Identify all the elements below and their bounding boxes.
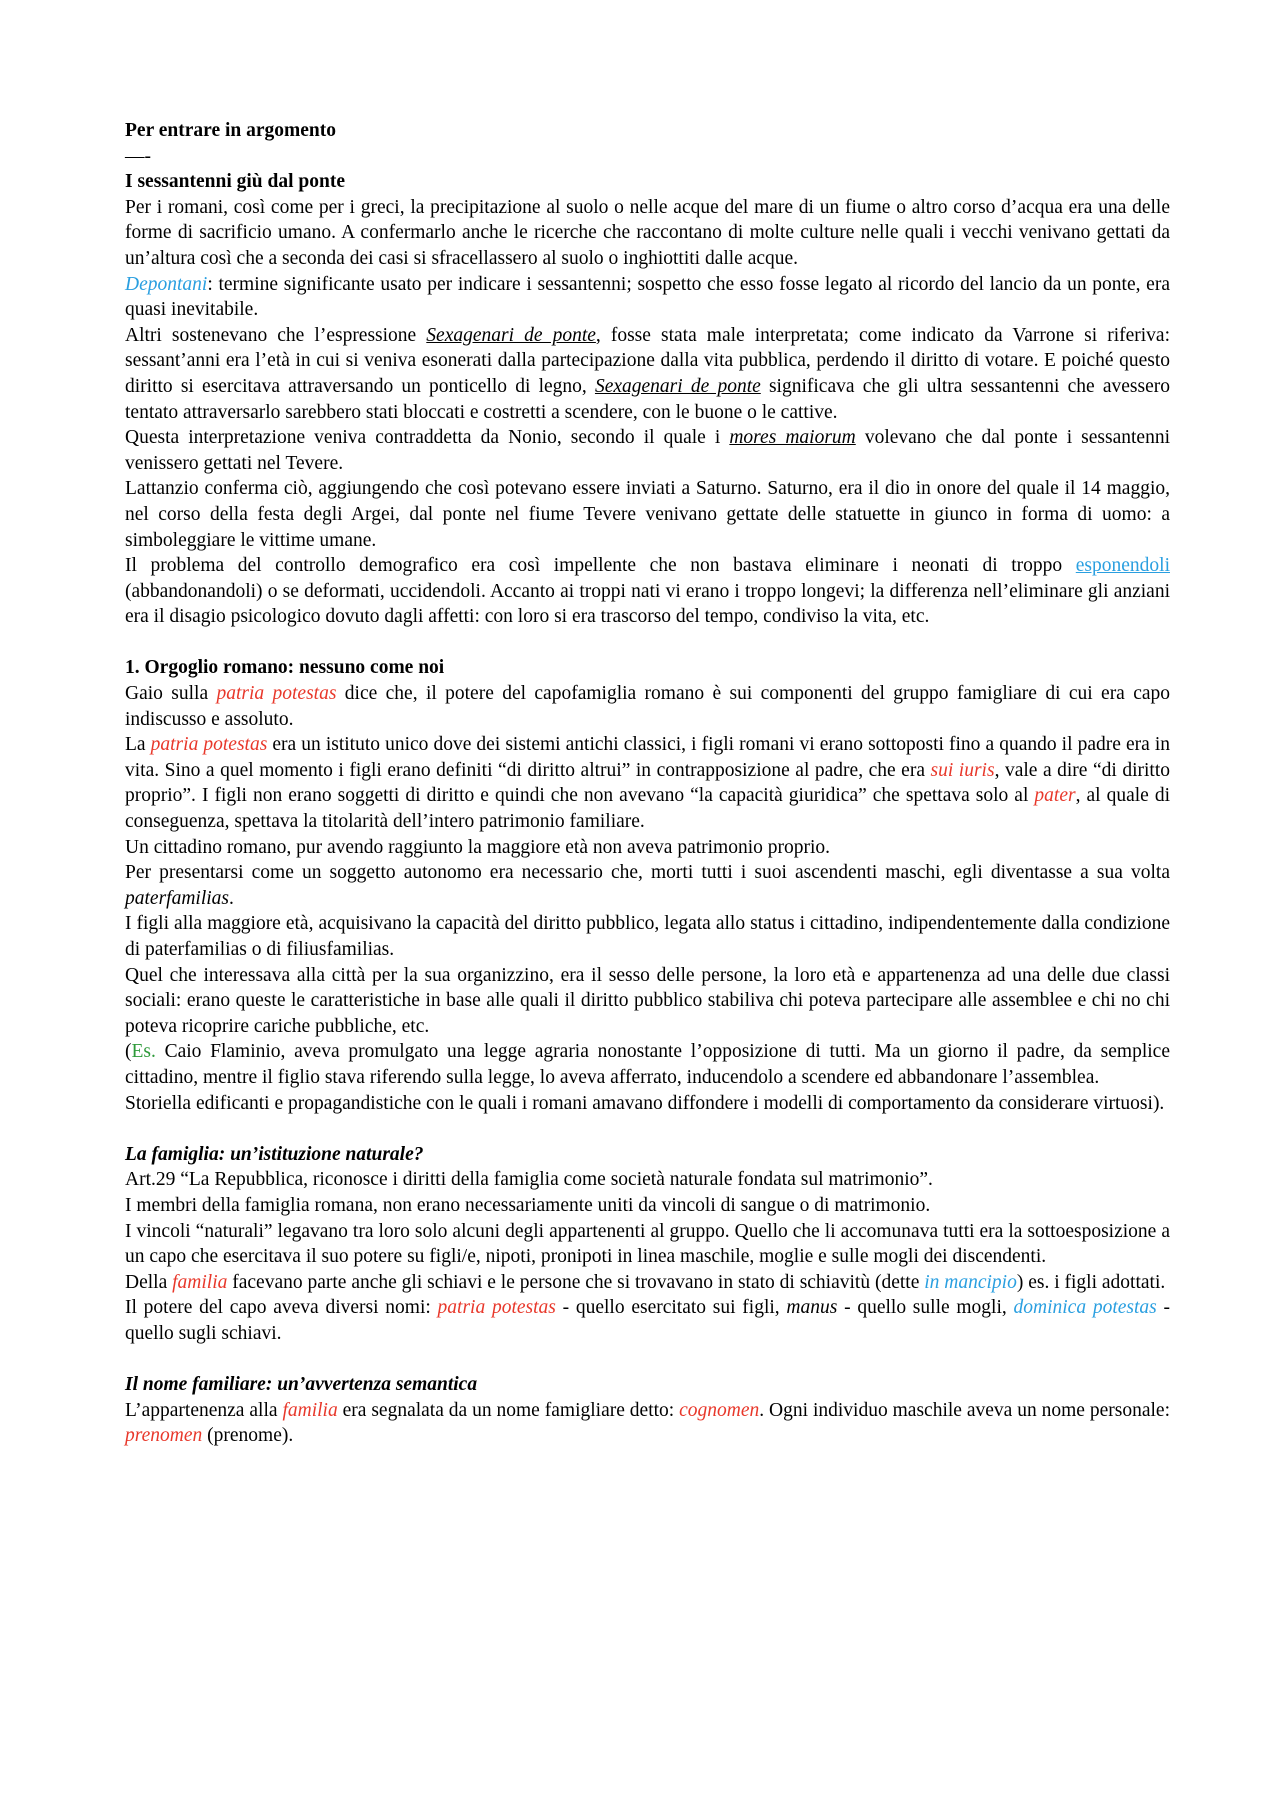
term-depontani: Depontani (125, 273, 208, 295)
paragraph: Il potere del capo aveva diversi nomi: patria potestas - quello esercitato sui figli, manus - quello sulle mogli, dominica potestas - quello sugli schiavi. (125, 1297, 1171, 1344)
term-cognomen: cognomen (679, 1399, 760, 1421)
section-heading-famiglia: La famiglia: un’istituzione naturale? (125, 1143, 424, 1165)
paragraph: Quel che interessava alla città per la sua organizzino, era il sesso delle persone, la loro età e appartenenza ad una delle due classi sociali: erano queste le caratteristiche in base alle quali il diritto pubblico stabiliva chi poteva partecipare alle assemblee e chi no chi poteva ricoprire cariche pubbliche, etc. (125, 964, 1170, 1037)
paragraph: Il problema del controllo demografico era così impellente che non bastava eliminare i neonati di troppo esponendoli (abbandonandoli) o se deformati, uccidendoli. Accanto ai troppi nati vi erano i troppo longevi; la differenza nell’eliminare gli anziani era il disagio psicologico dovuto dagli affetti: con loro si era trascorso del tempo, condiviso la vita, etc. (125, 555, 1170, 628)
term-patria-potestas: patria potestas (216, 683, 337, 705)
paragraph: I membri della famiglia romana, non erano necessariamente uniti da vincoli di sangue o di matrimonio. (125, 1194, 931, 1216)
paragraph: I figli alla maggiore età, acquisivano la capacità del diritto pubblico, legata allo status i cittadino, indipendentemente dalla condizione di paterfamilias o di filiusfamilias. (125, 913, 1170, 960)
paragraph: Lattanzio conferma ciò, aggiungendo che così potevano essere inviati a Saturno. Saturno, era il dio in onore del quale il 14 maggio, nel corso della festa degli Argei, dal ponte nel fiume Tevere venivano gettate delle statuette in giunco in forma di uomo: a simboleggiare le vittime umane. (125, 478, 1170, 551)
term-familia: familia (172, 1271, 228, 1293)
paragraph: Della familia facevano parte anche gli schiavi e le persone che si trovavano in stato di schiavitù (dette in mancipio) es. i figli adottati. (125, 1271, 1166, 1293)
separator-dash: —- (125, 145, 151, 167)
term-manus: manus (786, 1297, 838, 1319)
paragraph: I vincoli “naturali” legavano tra loro solo alcuni degli appartenenti al gruppo. Quello che li accomunava tutti era la sottoesposizione a un capo che esercitava il suo potere su figli/e, nipoti, pronipoti in linea maschile, moglie e sulle mogli dei discendenti. (125, 1220, 1170, 1268)
paragraph: Depontani: termine significante usato per indicare i sessantenni; sospetto che esso fosse legato al ricordo del lancio da un ponte, era quasi inevitabile. (125, 273, 1170, 321)
paragraph: Per presentarsi come un soggetto autonomo era necessario che, morti tutti i suoi ascendenti maschi, egli diventasse a sua volta paterfamilias. (125, 862, 1170, 909)
term-sexagenari: Sexagenari de ponte (426, 324, 596, 346)
term-patria-potestas: patria potestas (437, 1297, 556, 1319)
link-esponendoli[interactable]: esponendoli (1075, 555, 1170, 577)
paragraph: Per i romani, così come per i greci, la precipitazione al suolo o nelle acque del mare di un fiume o altro corso d’acqua era una delle forme di sacrificio umano. A confermarlo anche le ricerche che raccontano di molte culture nelle quali i vecchi venivano gettati da un’altura così che a seconda dei casi si sfracellassero al suolo o inghiottiti dalle acque. (125, 196, 1170, 269)
paragraph: Questa interpretazione veniva contraddetta da Nonio, secondo il quale i mores maiorum volevano che dal ponte i sessantenni venissero gettati nel Tevere. (125, 427, 1170, 474)
term-mores-maiorum: mores maiorum (729, 427, 856, 449)
paragraph: Gaio sulla patria potestas dice che, il potere del capofamiglia romano è sui componenti del gruppo famigliare di cui era capo indiscusso e assoluto. (125, 683, 1171, 730)
term-paterfamilias: paterfamilias (125, 887, 230, 909)
section-heading-sessantenni: I sessantenni giù dal ponte (125, 171, 345, 193)
term-sexagenari: Sexagenari de ponte (594, 375, 761, 397)
document-page (125, 118, 1170, 1449)
term-prenomen: prenomen (125, 1425, 203, 1447)
spacer (125, 1347, 1170, 1373)
paragraph: La patria potestas era un istituto unico dove dei sistemi antichi classici, i figli romani vi erano sottoposti fino a quando il padre era in vita. Sino a quel momento i figli erano definiti “di diritto altrui” in contrapposizione al padre, che era sui iuris, vale a dire “di diritto proprio”. I figli non erano soggetti di diritto e quindi che non avevano “la capacità giuridica” che spettava solo al pater, al quale di conseguenza, spettava la titolarità dell’intero patrimonio familiare. (125, 734, 1170, 833)
document-title: Per entrare in argomento (125, 120, 337, 141)
paragraph: Un cittadino romano, pur avendo raggiunto la maggiore età non aveva patrimonio proprio. (125, 836, 831, 858)
term-in-mancipio: in mancipio (924, 1271, 1017, 1293)
paragraph: Art.29 “La Repubblica, riconosce i diritti della famiglia come società naturale fondata sul matrimonio”. (125, 1169, 933, 1191)
term-pater: pater (1034, 785, 1076, 807)
paragraph: Storiella edificanti e propagandistiche con le quali i romani amavano diffondere i modelli di comportamento da considerare virtuosi). (125, 1092, 1165, 1114)
section-heading-nome: Il nome familiare: un’avvertenza semantica (125, 1374, 478, 1396)
paragraph: L’appartenenza alla familia era segnalata da un nome famigliare detto: cognomen. Ogni individuo maschile aveva un nome personale: prenomen (prenome). (125, 1399, 1171, 1447)
paragraph: Altri sostenevano che l’espressione Sexagenari de ponte, fosse stata male interpretata; come indicato da Varrone si riferiva: sessant’anni era l’età in cui si veniva esonerati dalla partecipazione dalla vita pubblica, perdendo il diritto di votare. E poiché questo diritto si esercitava attraversando un ponticello di legno, Sexagenari de ponte significava che gli ultra sessantenni che avessero tentato attraversarlo sarebbero stati bloccati e costretti a scendere, con le buone o le cattive. (125, 324, 1170, 423)
term-patria-potestas: patria potestas (150, 734, 268, 756)
section-heading-orgoglio: 1. Orgoglio romano: nessuno come noi (125, 657, 445, 679)
term-dominica-potestas: dominica potestas (1013, 1297, 1157, 1319)
spacer (125, 630, 1170, 656)
example-label: Es. (131, 1041, 156, 1063)
term-familia: familia (282, 1399, 338, 1421)
spacer (125, 1116, 1170, 1142)
paragraph: (Es. Caio Flaminio, aveva promulgato una legge agraria nonostante l’opposizione di tutti. Ma un giorno il padre, da semplice cittadino, mentre il figlio stava riferendo sulla legge, lo aveva afferrato, inducendolo a scendere ed abbandonare l’assemblea. (125, 1041, 1170, 1088)
term-sui-iuris: sui iuris (930, 759, 995, 781)
